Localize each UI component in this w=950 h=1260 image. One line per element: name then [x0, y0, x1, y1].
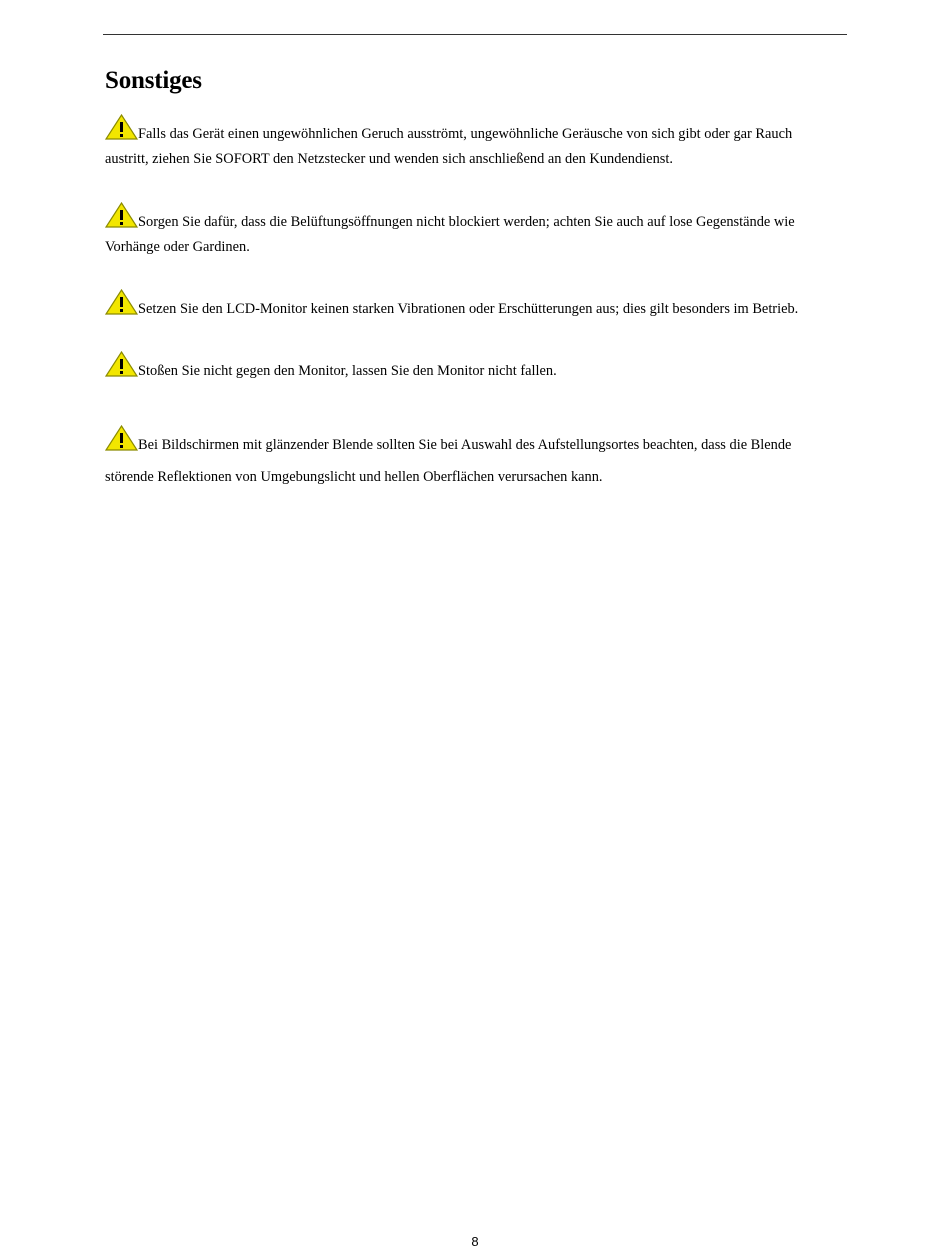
warning-text: Sorgen Sie dafür, dass die Belüftungsöffnungen nicht blockiert werden; achten Sie auch auf lose Gegenstände wie Vorhänge oder Gardinen. [105, 214, 795, 255]
warning-triangle-icon [105, 202, 138, 228]
warning-text: Bei Bildschirmen mit glänzender Blende sollten Sie bei Auswahl des Aufstellungsortes beachten, dass die Blende störende Reflektionen von Umgebungslicht und hellen Oberflächen verursachen kann. [105, 437, 792, 485]
section-title: Sonstiges [105, 67, 202, 94]
header-rule [103, 34, 847, 35]
warning-triangle-icon [105, 289, 138, 315]
warning-item-1 [105, 114, 815, 172]
warning-text: Stoßen Sie nicht gegen den Monitor, lassen Sie den Monitor nicht fallen. [138, 363, 557, 379]
warning-triangle-icon [105, 351, 138, 377]
warning-item-4 [105, 351, 815, 384]
warning-text: Setzen Sie den LCD-Monitor keinen starken Vibrationen oder Erschütterungen aus; dies gilt besonders im Betrieb. [138, 301, 799, 317]
warning-triangle-icon [105, 425, 138, 451]
warning-item-2 [105, 202, 815, 260]
warning-item-3 [105, 289, 825, 322]
page-number: 8 [471, 1234, 479, 1249]
warning-triangle-icon [105, 114, 138, 140]
warning-item-5 [105, 425, 815, 493]
warning-text: Falls das Gerät einen ungewöhnlichen Geruch ausströmt, ungewöhnliche Geräusche von sich gibt oder gar Rauch austritt, ziehen Sie SOFORT den Netzstecker und wenden sich anschließend an den Kundendienst. [105, 126, 793, 167]
